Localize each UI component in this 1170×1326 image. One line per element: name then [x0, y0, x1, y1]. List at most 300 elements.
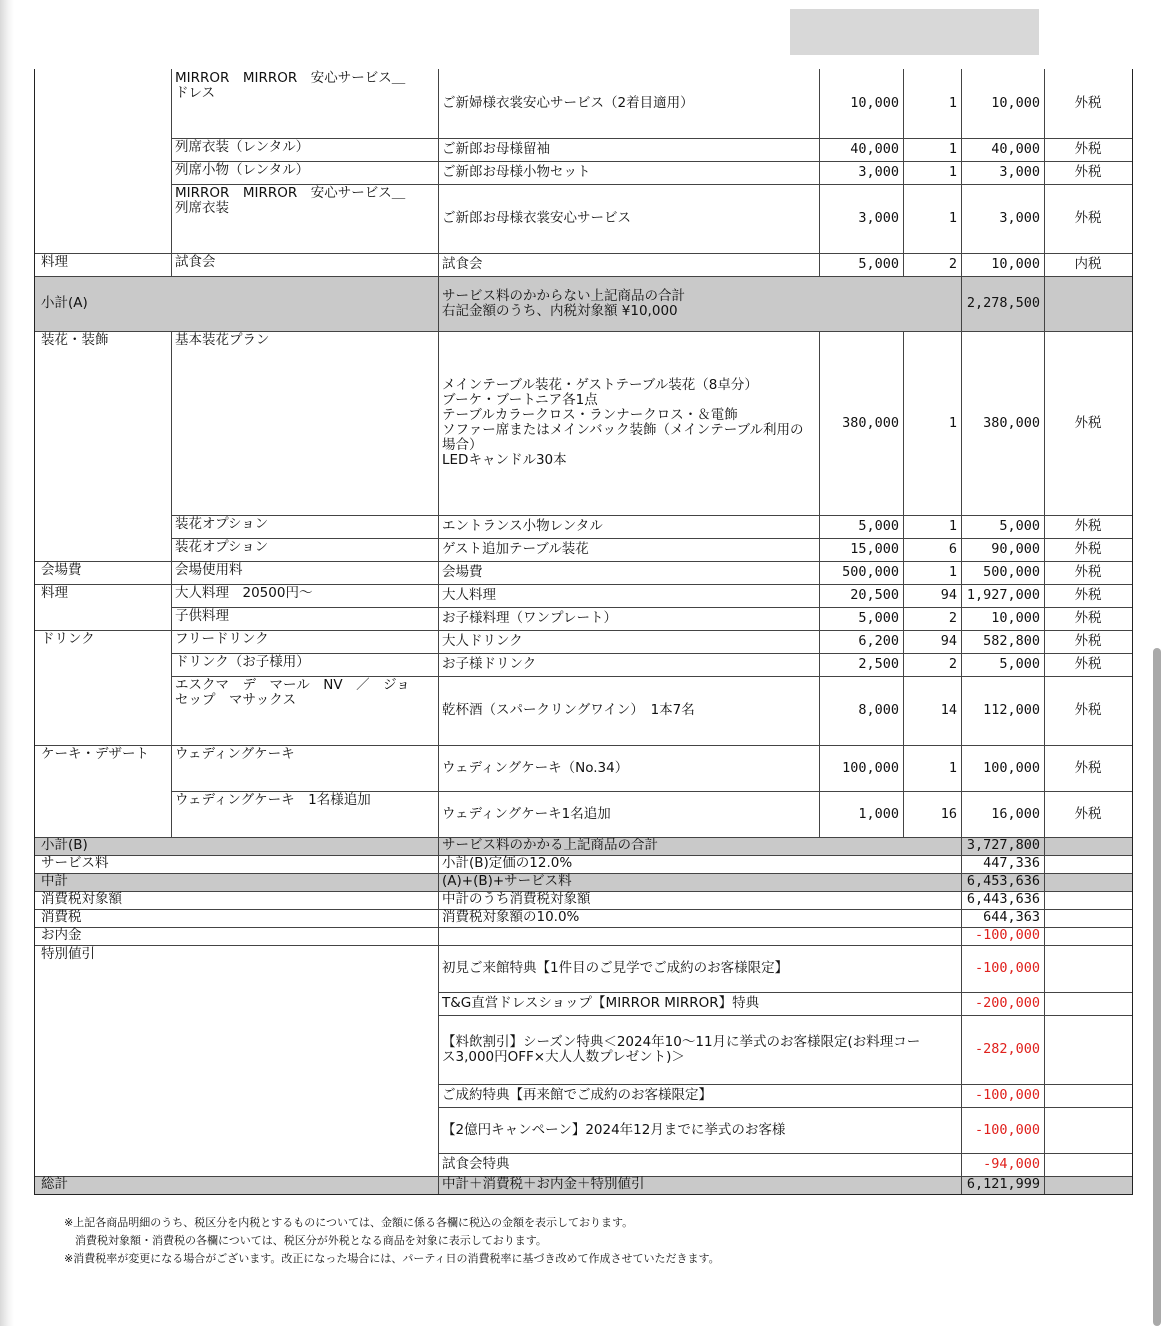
- discount-description: T&G直営ドレスショップ【MIRROR MIRROR】特典: [442, 995, 760, 1011]
- col-rule: [1044, 630, 1045, 653]
- special-discount-label: 特別値引: [41, 946, 95, 962]
- item-description: ウェディングケーキ（No.34）: [442, 759, 629, 776]
- col-rule: [1044, 909, 1045, 927]
- col-rule: [438, 538, 439, 561]
- item-description: ご新郎お母様留袖: [442, 141, 550, 157]
- col-rule: [1044, 1084, 1045, 1107]
- col-rule: [1044, 945, 1045, 992]
- col-rule: [171, 607, 172, 630]
- unit-price: 15,000: [850, 541, 899, 557]
- col-rule: [438, 837, 439, 855]
- col-rule: [961, 1176, 962, 1194]
- unit-price: 6,200: [858, 633, 899, 649]
- col-rule: [438, 873, 439, 891]
- discount-amount: -100,000: [974, 960, 1040, 976]
- col-rule: [438, 607, 439, 630]
- summary-label: 消費税: [41, 909, 82, 925]
- item-row-rule: [171, 515, 1132, 516]
- col-rule: [903, 138, 904, 161]
- col-rule: [819, 676, 820, 745]
- item-name: 列席小物（レンタル）: [175, 162, 310, 178]
- summary-amount: 3,727,800: [966, 837, 1040, 853]
- col-rule: [819, 331, 820, 515]
- item-description: 乾杯酒（スパークリングワイン） 1本7名: [442, 702, 695, 718]
- footnotes: [64, 1214, 720, 1268]
- item-description: お子様料理（ワンプレート）: [442, 610, 617, 626]
- summary-description: 消費税対象額の10.0%: [442, 909, 580, 925]
- col-rule: [961, 873, 962, 891]
- summary-rule: [35, 945, 1132, 946]
- col-rule: [438, 1107, 439, 1153]
- col-rule: [438, 653, 439, 676]
- page-edge-shadow: [0, 0, 14, 1326]
- item-description: エントランス小物レンタル: [442, 518, 603, 534]
- col-rule: [819, 515, 820, 538]
- item-name: 子供料理: [175, 608, 229, 624]
- discount-rule: [438, 1153, 1132, 1154]
- col-rule: [438, 515, 439, 538]
- col-rule: [903, 630, 904, 653]
- col-rule: [171, 161, 172, 184]
- item-row-rule: [171, 138, 1132, 139]
- tax-type: 外税: [1074, 610, 1102, 626]
- quantity: 94: [940, 633, 957, 649]
- item-row-rule: [171, 161, 1132, 162]
- category-label: 会場費: [41, 562, 82, 578]
- col-rule: [819, 745, 820, 791]
- col-rule: [819, 161, 820, 184]
- footnote-2: 消費税対象額・消費税の各欄については、税区分が外税となる商品を対象に表示しております。: [64, 1234, 547, 1247]
- col-rule: [819, 253, 820, 276]
- item-name: 基本装花プラン: [175, 332, 270, 348]
- col-rule: [1044, 855, 1045, 873]
- col-rule: [819, 538, 820, 561]
- tax-type: 外税: [1074, 702, 1102, 718]
- tax-type: 外税: [1074, 95, 1102, 111]
- tax-type: 外税: [1074, 210, 1102, 226]
- col-rule: [438, 945, 439, 992]
- col-rule: [961, 1015, 962, 1084]
- unit-price: 1,000: [858, 805, 899, 822]
- summary-description: 小計(B)定価の12.0%: [442, 855, 573, 871]
- col-rule: [1044, 837, 1045, 855]
- col-rule: [1044, 873, 1045, 891]
- col-rule: [961, 1084, 962, 1107]
- tax-type: 外税: [1074, 633, 1102, 649]
- unit-price: 5,000: [858, 518, 899, 534]
- summary-amount: 447,336: [983, 855, 1040, 871]
- unit-price: 380,000: [842, 414, 899, 431]
- col-rule: [1044, 992, 1045, 1015]
- col-rule: [438, 676, 439, 745]
- col-rule: [903, 676, 904, 745]
- col-rule: [438, 1084, 439, 1107]
- category-rule: [35, 630, 171, 631]
- unit-price: 100,000: [842, 759, 899, 776]
- summary-label: サービス料: [41, 855, 109, 871]
- col-rule: [961, 253, 962, 276]
- col-rule: [961, 331, 962, 515]
- col-rule: [961, 1107, 962, 1153]
- summary-label: 小計(B): [41, 837, 88, 853]
- quantity: 1: [948, 210, 957, 226]
- col-rule: [961, 184, 962, 253]
- item-row-rule: [171, 584, 1132, 585]
- item-name: 会場使用料: [175, 562, 243, 578]
- col-rule: [819, 184, 820, 253]
- col-rule: [171, 69, 172, 138]
- col-rule: [438, 276, 439, 331]
- col-rule: [1044, 653, 1045, 676]
- subtotal-a-description: サービス料のかからない上記商品の合計 右記金額のうち、内税対象額 ¥10,000: [442, 287, 685, 319]
- unit-price: 10,000: [850, 95, 899, 111]
- category-label: 料理: [41, 585, 68, 601]
- summary-label: 中計: [41, 873, 68, 889]
- tax-type: 外税: [1074, 656, 1102, 672]
- col-rule: [438, 1015, 439, 1084]
- col-rule: [171, 253, 172, 276]
- col-rule: [1044, 1015, 1045, 1084]
- item-name: 装花オプション: [175, 516, 269, 532]
- unit-price: 5,000: [858, 610, 899, 626]
- col-rule: [819, 69, 820, 138]
- tax-type: 外税: [1074, 541, 1102, 557]
- tax-type: 外税: [1074, 759, 1102, 776]
- item-description: 大人ドリンク: [442, 633, 523, 649]
- col-rule: [1044, 891, 1045, 909]
- item-description: 試食会: [442, 256, 483, 272]
- discount-amount: -94,000: [983, 1156, 1040, 1172]
- col-rule: [903, 791, 904, 837]
- col-rule: [961, 69, 962, 138]
- category-label: ドリンク: [41, 631, 95, 647]
- col-rule: [961, 276, 962, 331]
- col-rule: [438, 1176, 439, 1194]
- discount-description: 初見ご来館特典【1件目のご見学でご成約のお客様限定】: [442, 960, 789, 976]
- col-rule: [438, 630, 439, 653]
- item-name: ドリンク（お子様用）: [175, 654, 310, 670]
- grand-total-amount: 6,121,999: [966, 1176, 1040, 1192]
- item-name: 試食会: [175, 254, 216, 270]
- col-rule: [438, 331, 439, 515]
- discount-description: 試食会特典: [442, 1156, 510, 1172]
- line-amount: 100,000: [983, 759, 1040, 776]
- item-description: 会場費: [442, 564, 483, 580]
- quantity: 1: [948, 164, 957, 180]
- col-rule: [1044, 1176, 1045, 1194]
- col-rule: [1044, 607, 1045, 630]
- footnote-3: ※消費税率が変更になる場合がございます。改正になった場合には、パーティ日の消費税率に基づき改めて作成させていただきます。: [64, 1252, 720, 1265]
- item-name: エスクマ デ マール NV ／ ジョ セップ マサックス: [175, 677, 410, 708]
- tax-type: 外税: [1074, 518, 1102, 534]
- unit-price: 20,500: [850, 587, 899, 603]
- unit-price: 2,500: [858, 656, 899, 672]
- col-rule: [903, 653, 904, 676]
- col-rule: [961, 584, 962, 607]
- summary-amount: 6,443,636: [966, 891, 1040, 907]
- col-rule: [171, 630, 172, 653]
- category-label: 装花・装飾: [41, 332, 109, 348]
- tax-type: 内税: [1074, 256, 1102, 272]
- quantity: 14: [940, 702, 957, 718]
- col-rule: [1044, 927, 1045, 945]
- col-rule: [961, 1153, 962, 1176]
- item-description: ご新婦様衣裳安心サービス（2着目適用）: [442, 95, 694, 111]
- col-rule: [1044, 69, 1045, 138]
- discount-description: 【料飲割引】シーズン特典＜2024年10～11月に挙式のお客様限定(お料理コー ス3,000円OFF×大人人数プレゼント)＞: [442, 1033, 921, 1065]
- col-rule: [171, 138, 172, 161]
- col-rule: [819, 138, 820, 161]
- item-row-rule: [171, 630, 1132, 631]
- subtotal-a-amount: 2,278,500: [966, 295, 1040, 311]
- summary-description: (A)+(B)+サービス料: [442, 873, 572, 889]
- col-rule: [171, 561, 172, 584]
- col-rule: [961, 891, 962, 909]
- summary-description: 中計のうち消費税対象額: [442, 891, 591, 907]
- category-label: ケーキ・デザート: [41, 746, 149, 762]
- col-rule: [903, 584, 904, 607]
- tax-type: 外税: [1074, 164, 1102, 180]
- col-rule: [438, 253, 439, 276]
- summary-top-rule: [35, 837, 1132, 838]
- unit-price: 5,000: [858, 256, 899, 272]
- col-rule: [1044, 676, 1045, 745]
- col-rule: [903, 607, 904, 630]
- item-row-rule: [171, 653, 1132, 654]
- col-rule: [438, 855, 439, 873]
- item-description: お子様ドリンク: [442, 656, 537, 672]
- col-rule: [961, 607, 962, 630]
- col-rule: [819, 630, 820, 653]
- col-rule: [903, 184, 904, 253]
- col-rule: [903, 745, 904, 791]
- col-rule: [903, 561, 904, 584]
- item-description: ウェディングケーキ1名追加: [442, 805, 611, 822]
- discount-rule: [438, 1107, 1132, 1108]
- col-rule: [438, 909, 439, 927]
- col-rule: [1044, 138, 1045, 161]
- discount-amount: -100,000: [974, 1087, 1040, 1103]
- col-rule: [1044, 161, 1045, 184]
- summary-description: サービス料のかかる上記商品の合計: [442, 837, 658, 853]
- col-rule: [961, 653, 962, 676]
- col-rule: [1044, 584, 1045, 607]
- col-rule: [438, 161, 439, 184]
- item-row-rule: [171, 607, 1132, 608]
- col-rule: [819, 607, 820, 630]
- col-rule: [438, 791, 439, 837]
- line-amount: 1,927,000: [966, 587, 1040, 603]
- col-rule: [1044, 1107, 1045, 1153]
- col-rule: [961, 676, 962, 745]
- col-rule: [438, 561, 439, 584]
- col-rule: [171, 584, 172, 607]
- col-rule: [961, 837, 962, 855]
- unit-price: 8,000: [858, 702, 899, 718]
- tax-type: 外税: [1074, 141, 1102, 157]
- col-rule: [961, 791, 962, 837]
- item-name: フリードリンク: [175, 631, 269, 647]
- quantity: 16: [940, 805, 957, 822]
- category-rule: [35, 561, 171, 562]
- line-amount: 582,800: [983, 633, 1040, 649]
- discount-amount: -282,000: [974, 1041, 1040, 1057]
- col-rule: [903, 161, 904, 184]
- quantity: 1: [948, 95, 957, 111]
- item-name: MIRROR MIRROR 安心サービス＿ 列席衣装: [175, 185, 406, 216]
- col-rule: [1044, 745, 1045, 791]
- col-rule: [961, 909, 962, 927]
- col-rule: [1044, 184, 1045, 253]
- subtotal-a-bottom: [35, 331, 1132, 332]
- line-amount: 16,000: [991, 805, 1040, 822]
- col-rule: [903, 331, 904, 515]
- line-amount: 40,000: [991, 141, 1040, 157]
- col-rule: [961, 745, 962, 791]
- tax-type: 外税: [1074, 414, 1102, 431]
- unit-price: 3,000: [858, 164, 899, 180]
- item-name: MIRROR MIRROR 安心サービス＿ ドレス: [175, 70, 406, 101]
- col-rule: [438, 584, 439, 607]
- subtotal-a-label: 小計(A): [41, 295, 88, 311]
- discount-rule: [438, 1015, 1132, 1016]
- item-name: 大人料理 20500円～: [175, 585, 313, 601]
- tax-type: 外税: [1074, 805, 1102, 822]
- line-amount: 10,000: [991, 610, 1040, 626]
- line-amount: 112,000: [983, 702, 1040, 718]
- col-rule: [171, 515, 172, 538]
- tax-type: 外税: [1074, 564, 1102, 580]
- item-description: 大人料理: [442, 587, 496, 603]
- category-rule: [35, 584, 171, 585]
- unit-price: 500,000: [842, 564, 899, 580]
- scrollbar-thumb[interactable]: [1153, 648, 1161, 1326]
- line-amount: 500,000: [983, 564, 1040, 580]
- subtotal-a-top: [35, 276, 1132, 277]
- line-amount: 5,000: [999, 518, 1040, 534]
- item-name: 装花オプション: [175, 539, 269, 555]
- col-rule: [1044, 515, 1045, 538]
- col-rule: [961, 927, 962, 945]
- col-rule: [1044, 561, 1045, 584]
- discount-rule: [438, 1084, 1132, 1085]
- col-rule: [961, 945, 962, 992]
- col-rule: [819, 653, 820, 676]
- line-amount: 90,000: [991, 541, 1040, 557]
- quantity: 1: [948, 759, 957, 776]
- col-rule: [1044, 276, 1045, 331]
- item-row-rule: [171, 745, 1132, 746]
- item-description: ゲスト追加テーブル装花: [442, 541, 589, 557]
- item-row-rule: [171, 538, 1132, 539]
- discount-description: ご成約特典【再来館でご成約のお客様限定】: [442, 1087, 712, 1103]
- footnote-1: ※上記各商品明細のうち、税区分を内税とするものについては、金額に係る各欄に税込の金額を表示しております。: [64, 1216, 634, 1229]
- col-rule: [171, 745, 172, 791]
- discount-amount: -100,000: [974, 1121, 1040, 1138]
- summary-label: お内金: [41, 927, 82, 943]
- line-amount: 380,000: [983, 414, 1040, 431]
- col-rule: [961, 161, 962, 184]
- line-amount: 10,000: [991, 256, 1040, 272]
- col-rule: [903, 253, 904, 276]
- item-description: ご新郎お母様衣裳安心サービス: [442, 210, 631, 226]
- summary-amount: 6,453,636: [966, 873, 1040, 889]
- line-amount: 5,000: [999, 656, 1040, 672]
- discount-rule: [438, 992, 1132, 993]
- col-rule: [438, 992, 439, 1015]
- grand-total-label: 総計: [41, 1176, 68, 1192]
- col-rule: [961, 138, 962, 161]
- col-rule: [819, 584, 820, 607]
- col-rule: [903, 538, 904, 561]
- category-rule: [35, 745, 171, 746]
- col-rule: [961, 855, 962, 873]
- col-rule: [171, 331, 172, 515]
- col-rule: [438, 891, 439, 909]
- col-rule: [961, 561, 962, 584]
- col-rule: [171, 791, 172, 837]
- line-amount: 10,000: [991, 95, 1040, 111]
- line-amount: 3,000: [999, 164, 1040, 180]
- col-rule: [438, 69, 439, 138]
- col-rule: [819, 791, 820, 837]
- col-rule: [1044, 1153, 1045, 1176]
- col-rule: [438, 1153, 439, 1176]
- tax-type: 外税: [1074, 587, 1102, 603]
- col-rule: [438, 745, 439, 791]
- summary-label: 消費税対象額: [41, 891, 122, 907]
- col-rule: [171, 676, 172, 745]
- col-rule: [1044, 791, 1045, 837]
- item-row-rule: [171, 561, 1132, 562]
- col-rule: [171, 184, 172, 253]
- col-rule: [961, 538, 962, 561]
- quantity: 6: [948, 541, 957, 557]
- unit-price: 40,000: [850, 141, 899, 157]
- redacted-header-box: [790, 9, 1039, 55]
- col-rule: [438, 138, 439, 161]
- discount-amount: -200,000: [974, 995, 1040, 1011]
- col-rule: [1044, 538, 1045, 561]
- line-amount: 3,000: [999, 210, 1040, 226]
- col-rule: [903, 69, 904, 138]
- item-description: メインテーブル装花・ゲストテーブル装花（8卓分） ブーケ・ブートニア各1点 テーブルカラークロス・ランナークロス・＆電飾 ソファー席またはメインバック装飾（メインテーブル利用の 場合） LEDキャンドル30本: [442, 377, 804, 468]
- quantity: 1: [948, 414, 957, 431]
- category-rule: [35, 253, 171, 254]
- item-name: 列席衣装（レンタル）: [175, 139, 310, 155]
- quantity: 1: [948, 518, 957, 534]
- quantity: 1: [948, 564, 957, 580]
- item-name: ウェディングケーキ: [175, 746, 295, 762]
- col-rule: [438, 927, 439, 945]
- item-row-rule: [171, 253, 1132, 254]
- col-rule: [961, 992, 962, 1015]
- col-rule: [1044, 331, 1045, 515]
- col-rule: [961, 515, 962, 538]
- quantity: 1: [948, 141, 957, 157]
- summary-amount: -100,000: [974, 927, 1040, 943]
- grand-total-description: 中計＋消費税＋お内金＋特別値引: [442, 1176, 645, 1192]
- item-name: ウェディングケーキ 1名様追加: [175, 792, 371, 808]
- category-label: 料理: [41, 254, 68, 270]
- item-description: ご新郎お母様小物セット: [442, 164, 591, 180]
- quantity: 2: [948, 656, 957, 672]
- quantity: 2: [948, 610, 957, 626]
- col-rule: [961, 630, 962, 653]
- discount-description: 【2億円キャンペーン】2024年12月までに挙式のお客様: [442, 1121, 786, 1138]
- quantity: 2: [948, 256, 957, 272]
- col-rule: [438, 184, 439, 253]
